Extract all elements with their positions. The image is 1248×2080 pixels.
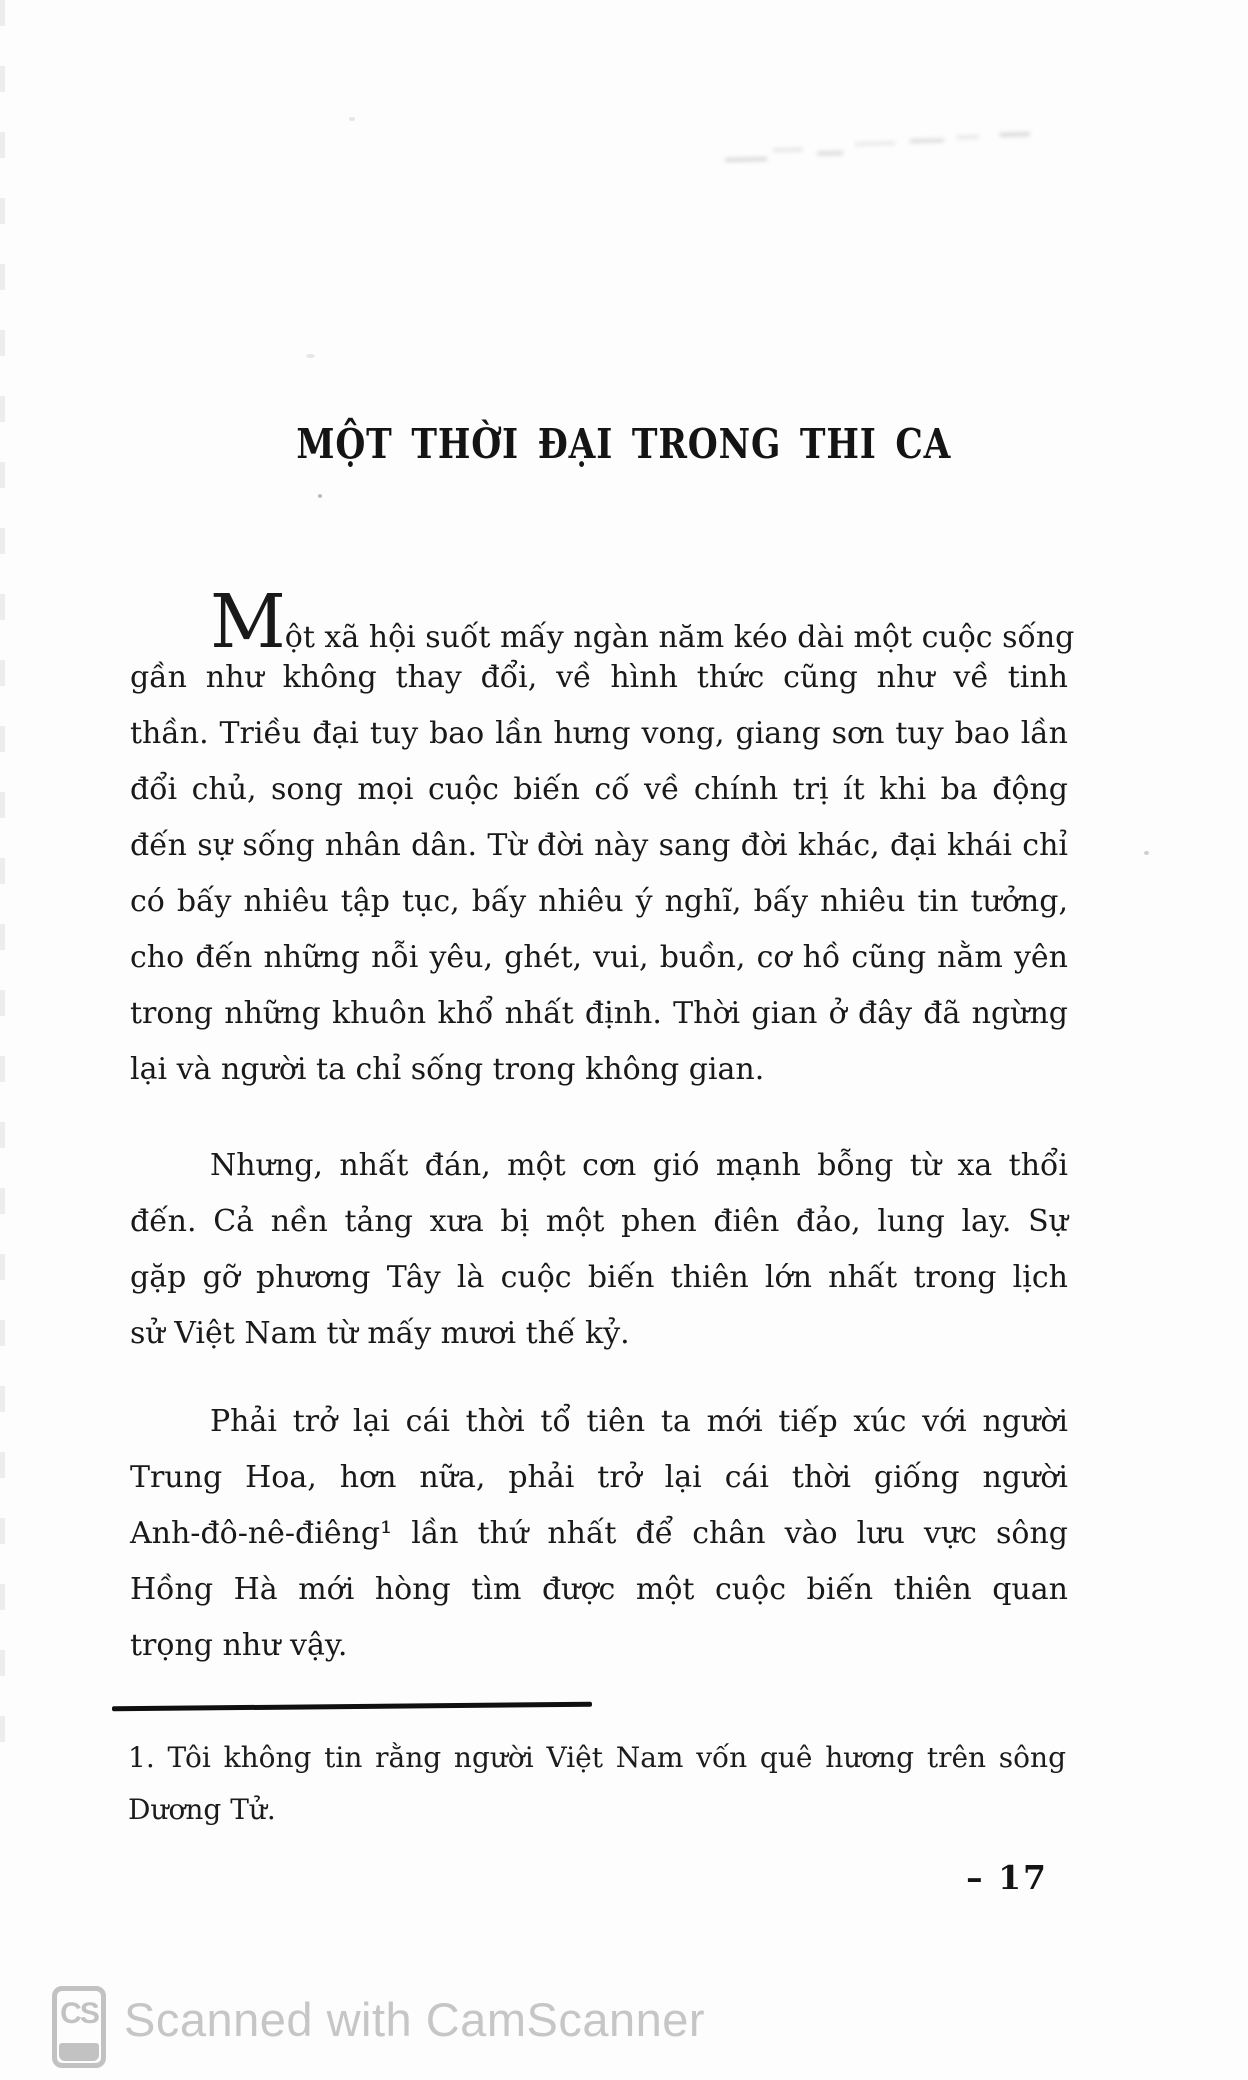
footnote-divider xyxy=(112,1702,592,1712)
camscanner-logo-icon xyxy=(52,1986,106,2068)
text-line xyxy=(130,579,1075,665)
scan-speck xyxy=(318,494,322,498)
text-line: thần. Triều đại tuy bao lần hưng vong, giang sơn tuy bao lần xyxy=(130,716,1068,751)
text-line: có bấy nhiêu tập tục, bấy nhiêu ý nghĩ, bấy nhiêu tin tưởng, xyxy=(130,884,1068,919)
camscanner-watermark xyxy=(0,1980,1248,2080)
text-line: trọng như vậy. xyxy=(130,1628,348,1663)
chapter-title: MỘT THỜI ĐẠI TRONG THI CA xyxy=(296,420,952,468)
paragraph-1 xyxy=(130,579,1075,1098)
text-line: Trung Hoa, hơn nữa, phải trở lại cái thời giống người xyxy=(130,1460,1068,1495)
watermark-text: Scanned with CamScanner xyxy=(124,1993,706,2046)
text-line: đến. Cả nền tảng xưa bị một phen điên đảo, lung lay. Sự xyxy=(130,1204,1068,1239)
footnote-line: 1. Tôi không tin rằng người Việt Nam vốn quê hương trên sông xyxy=(128,1741,1066,1774)
text-line: Nhưng, nhất đán, một cơn gió mạnh bỗng từ xa thổi xyxy=(210,1148,1068,1183)
chapter-title-row xyxy=(0,420,1248,468)
text-line: lại và người ta chỉ sống trong không gian. xyxy=(130,1052,765,1087)
paragraph-2 xyxy=(130,1138,1068,1362)
text-line-rest: ột xã hội suốt mấy ngàn năm kéo dài một cuộc sống xyxy=(284,620,1075,655)
camscanner-logo-text: CS xyxy=(60,1997,98,2030)
footnote xyxy=(128,1732,1066,1836)
text-line: Hồng Hà mới hòng tìm được một cuộc biến thiên quan xyxy=(130,1572,1068,1607)
text-line: gặp gỡ phương Tây là cuộc biến thiên lớn nhất trong lịch xyxy=(130,1260,1068,1295)
text-line: trong những khuôn khổ nhất định. Thời gian ở đây đã ngừng xyxy=(130,996,1068,1031)
scan-speck xyxy=(306,354,315,358)
text-line: đổi chủ, song mọi cuộc biến cố về chính trị ít khi ba động xyxy=(130,772,1068,807)
scan-bleedthrough-smudge xyxy=(725,126,1036,172)
scan-speck xyxy=(1144,851,1149,855)
camscanner-logo-band xyxy=(59,2043,99,2061)
text-line: Anh-đô-nê-điêng¹ lần thứ nhất để chân vào lưu vực sông xyxy=(130,1516,1068,1551)
text-line: cho đến những nỗi yêu, ghét, vui, buồn, cơ hồ cũng nằm yên xyxy=(130,940,1068,975)
text-line: Phải trở lại cái thời tổ tiên ta mới tiếp xúc với người xyxy=(210,1404,1068,1439)
text-line: đến sự sống nhân dân. Từ đời này sang đời khác, đại khái chỉ xyxy=(130,828,1068,863)
scan-speck xyxy=(349,117,355,121)
paragraph-3 xyxy=(130,1394,1068,1674)
text-line: gần như không thay đổi, về hình thức cũng như về tinh xyxy=(130,660,1068,695)
text-line: sử Việt Nam từ mấy mươi thế kỷ. xyxy=(130,1316,630,1351)
scan-edge-marks xyxy=(0,0,5,1760)
page-number: – 17 xyxy=(966,1858,1048,1897)
drop-cap: M xyxy=(210,579,285,665)
footnote-line: Dương Tử. xyxy=(128,1793,276,1826)
